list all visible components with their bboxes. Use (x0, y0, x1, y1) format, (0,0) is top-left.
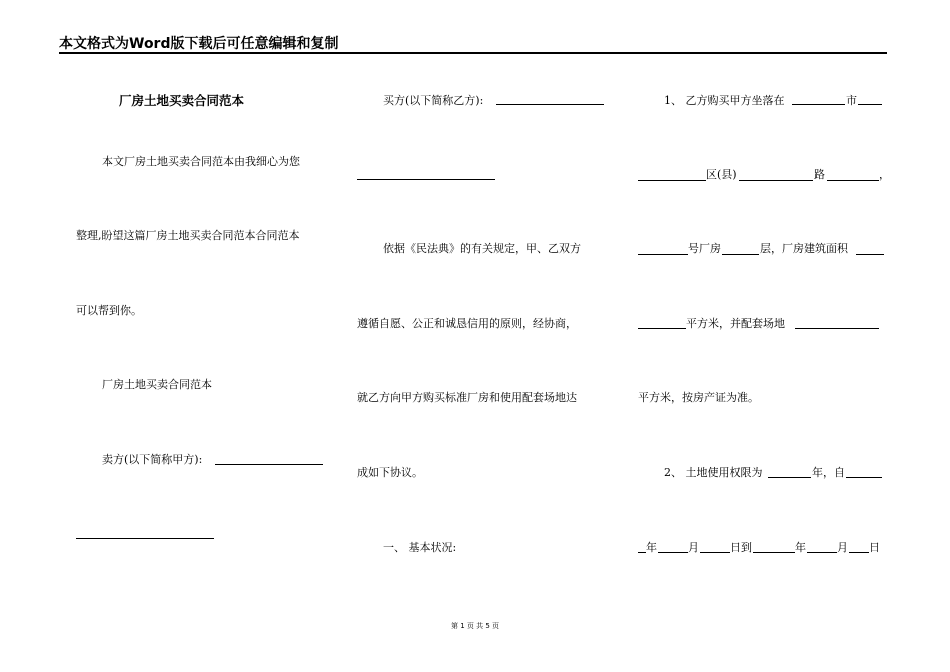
seller-name-blank (215, 464, 323, 465)
date-day1-blank (700, 552, 730, 553)
item1-floor-blank (722, 254, 759, 255)
item1-sqm-label: 平方米，并配套场地 (686, 317, 785, 330)
paragraph-line-4: 成如下协议。 (357, 466, 423, 479)
item1-line-a: 1、 乙方购买甲方坐落在 (664, 94, 785, 107)
header-divider (59, 52, 887, 54)
seller-name-blank-2 (76, 538, 214, 539)
paragraph-line-3: 就乙方向甲方购买标准厂房和使用配套场地达 (357, 391, 577, 404)
item2-year-from-label: 年，自 (812, 466, 845, 479)
item1-number-blank (638, 254, 688, 255)
item1-city-label: 市 (846, 94, 857, 107)
date-day2-blank (849, 552, 869, 553)
item1-road-blank (739, 180, 813, 181)
buyer-name-blank (496, 104, 604, 105)
item1-factory-no-label: 号厂房 (688, 242, 721, 255)
item1-area-blank (856, 254, 884, 255)
section-heading-basic: 一、 基本状况: (383, 541, 457, 554)
date-day2-label: 日 (869, 541, 880, 554)
paragraph-line-1: 依据《民法典》的有关规定，甲、乙双方 (383, 242, 581, 255)
intro-line-2: 整理,盼望这篇厂房土地买卖合同范本合同范本 (76, 229, 300, 242)
item1-site-blank (795, 328, 879, 329)
item2-years-blank (768, 477, 811, 478)
item2-line-a: 2、 土地使用权限为 (664, 466, 763, 479)
date-day1-label: 日到 (730, 541, 752, 554)
contract-subtitle: 厂房土地买卖合同范本 (102, 378, 212, 391)
item2-start-year-blank (846, 477, 882, 478)
item1-road-tail-blank (827, 180, 879, 181)
intro-line-3: 可以帮到你。 (76, 304, 142, 317)
item1-area-blank-2 (638, 328, 686, 329)
page-number-footer: 第 1 页 共 5 页 (450, 622, 500, 630)
date-month2-label: 月 (837, 541, 848, 554)
date-year1-blank (638, 552, 646, 553)
date-year2-blank (753, 552, 795, 553)
seller-label: 卖方(以下简称甲方): (102, 453, 203, 466)
item1-line-e: 平方米，按房产证为准。 (638, 391, 759, 404)
date-year2-label: 年 (795, 541, 806, 554)
date-year1-label: 年 (646, 541, 657, 554)
paragraph-line-2: 遵循自愿、公正和诚恳信用的原则，经协商， (357, 317, 577, 330)
item1-district-label: 区(县) (706, 168, 737, 181)
date-month1-label: 月 (688, 541, 699, 554)
date-month2-blank (807, 552, 837, 553)
document-header-title: 本文格式为Word版下载后可任意编辑和复制 (59, 36, 339, 52)
item1-district-blank (638, 180, 706, 181)
document-title: 厂房土地买卖合同范本 (119, 93, 245, 108)
item1-city-tail-blank (858, 104, 882, 105)
intro-line-1: 本文厂房土地买卖合同范本由我细心为您 (102, 155, 300, 168)
buyer-label: 买方(以下简称乙方): (383, 94, 484, 107)
item1-comma: ， (879, 168, 890, 181)
item1-city-blank (792, 104, 845, 105)
buyer-name-blank-2 (357, 179, 495, 180)
item1-floor-label: 层，厂房建筑面积 (760, 242, 848, 255)
item1-road-label: 路 (814, 168, 825, 181)
date-month1-blank (658, 552, 688, 553)
